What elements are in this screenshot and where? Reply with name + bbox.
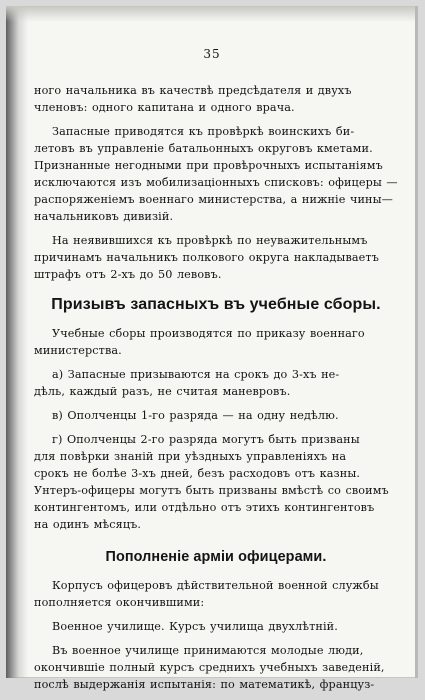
text-line: летовъ въ управленіе батальонныхъ округовъ кметами. [34, 142, 373, 155]
text-line: На неявившихся къ провѣркѣ по неуважительнымъ [52, 234, 368, 247]
paragraph-commission-continuation [34, 82, 398, 116]
text-line: в) Ополченцы 1-го разряда — на одну недѣлю. [52, 409, 339, 422]
paragraph-admission [34, 642, 398, 693]
text-line: Военное училище. Курсъ училища двухлѣтній. [52, 620, 338, 633]
text-line: начальниковъ дивизій. [34, 210, 174, 223]
binding-shadow [6, 6, 28, 678]
section-heading-training-call: Призывъ запасныхъ въ учебные сборы. [51, 296, 381, 313]
paragraph-officer-corps [34, 577, 398, 611]
text-line: срокъ не болѣе 3-хъ дней, безъ расходовъ отъ казны. [34, 467, 361, 480]
text-line: Запасные приводятся къ провѣркѣ воинскихъ би- [52, 125, 355, 138]
text-line: членовъ: одного капитана и одного врача. [34, 101, 295, 114]
paragraph-fine [34, 232, 398, 283]
text-line: послѣ выдержанія испытанія: по математикѣ, француз- [34, 678, 375, 691]
text-line: окончившіе полный курсъ среднихъ учебныхъ заведеній, [34, 661, 385, 674]
page-right-edge [415, 6, 418, 678]
text-line: Корпусъ офицеровъ дѣйствительной военной службы [52, 579, 379, 592]
paragraph-item-v [34, 407, 398, 424]
paragraph-military-school [34, 618, 398, 635]
text-line: ного начальника въ качествѣ предсѣдателя и двухъ [34, 84, 352, 97]
text-line: Въ военное училище принимаются молодые люди, [52, 644, 364, 657]
text-line: контингентомъ, или отдѣльно отъ этихъ контингентовъ [34, 501, 375, 514]
text-line: а) Запасные призываются на срокъ до 3-хъ не- [52, 368, 340, 381]
text-line: Признанные негодными при провѣрочныхъ испытаніямъ [34, 159, 383, 172]
text-line: Унтеръ-офицеры могутъ быть призваны вмѣстѣ со своимъ [34, 484, 389, 497]
text-line: Учебные сборы производятся по приказу военнаго [52, 327, 365, 340]
text-line: для повѣрки знаній при уѣздныхъ управленіяхъ на [34, 450, 347, 463]
page-top-shadow [6, 6, 418, 22]
text-line: дѣль, каждый разъ, не считая маневровъ. [34, 385, 291, 398]
text-line: г) Ополченцы 2-го разряда могутъ быть призваны [52, 433, 360, 446]
paragraph-item-g [34, 431, 398, 533]
section-heading-officer-supply: Пополненіе арміи офицерами. [105, 549, 327, 565]
text-line: штрафъ отъ 2-хъ до 50 левовъ. [34, 268, 222, 281]
paragraph-item-a [34, 366, 398, 400]
paragraph-reserve-check [34, 123, 398, 225]
text-line: исключаются изъ мобилизаціонныхъ списковъ: офицеры — [34, 176, 398, 189]
book-page [6, 6, 418, 691]
text-line: распоряженіемъ военнаго министерства, а нижніе чины— [34, 193, 393, 206]
page-number: 35 [203, 47, 221, 61]
text-line: на одинъ мѣсяцъ. [34, 518, 142, 531]
text-line: причинамъ начальникъ полкового округа накладываетъ [34, 251, 379, 264]
text-line: пополняется окончившими: [34, 596, 205, 609]
text-line: министерства. [34, 344, 122, 357]
page-content [34, 82, 398, 700]
paragraph-training-order [34, 325, 398, 359]
